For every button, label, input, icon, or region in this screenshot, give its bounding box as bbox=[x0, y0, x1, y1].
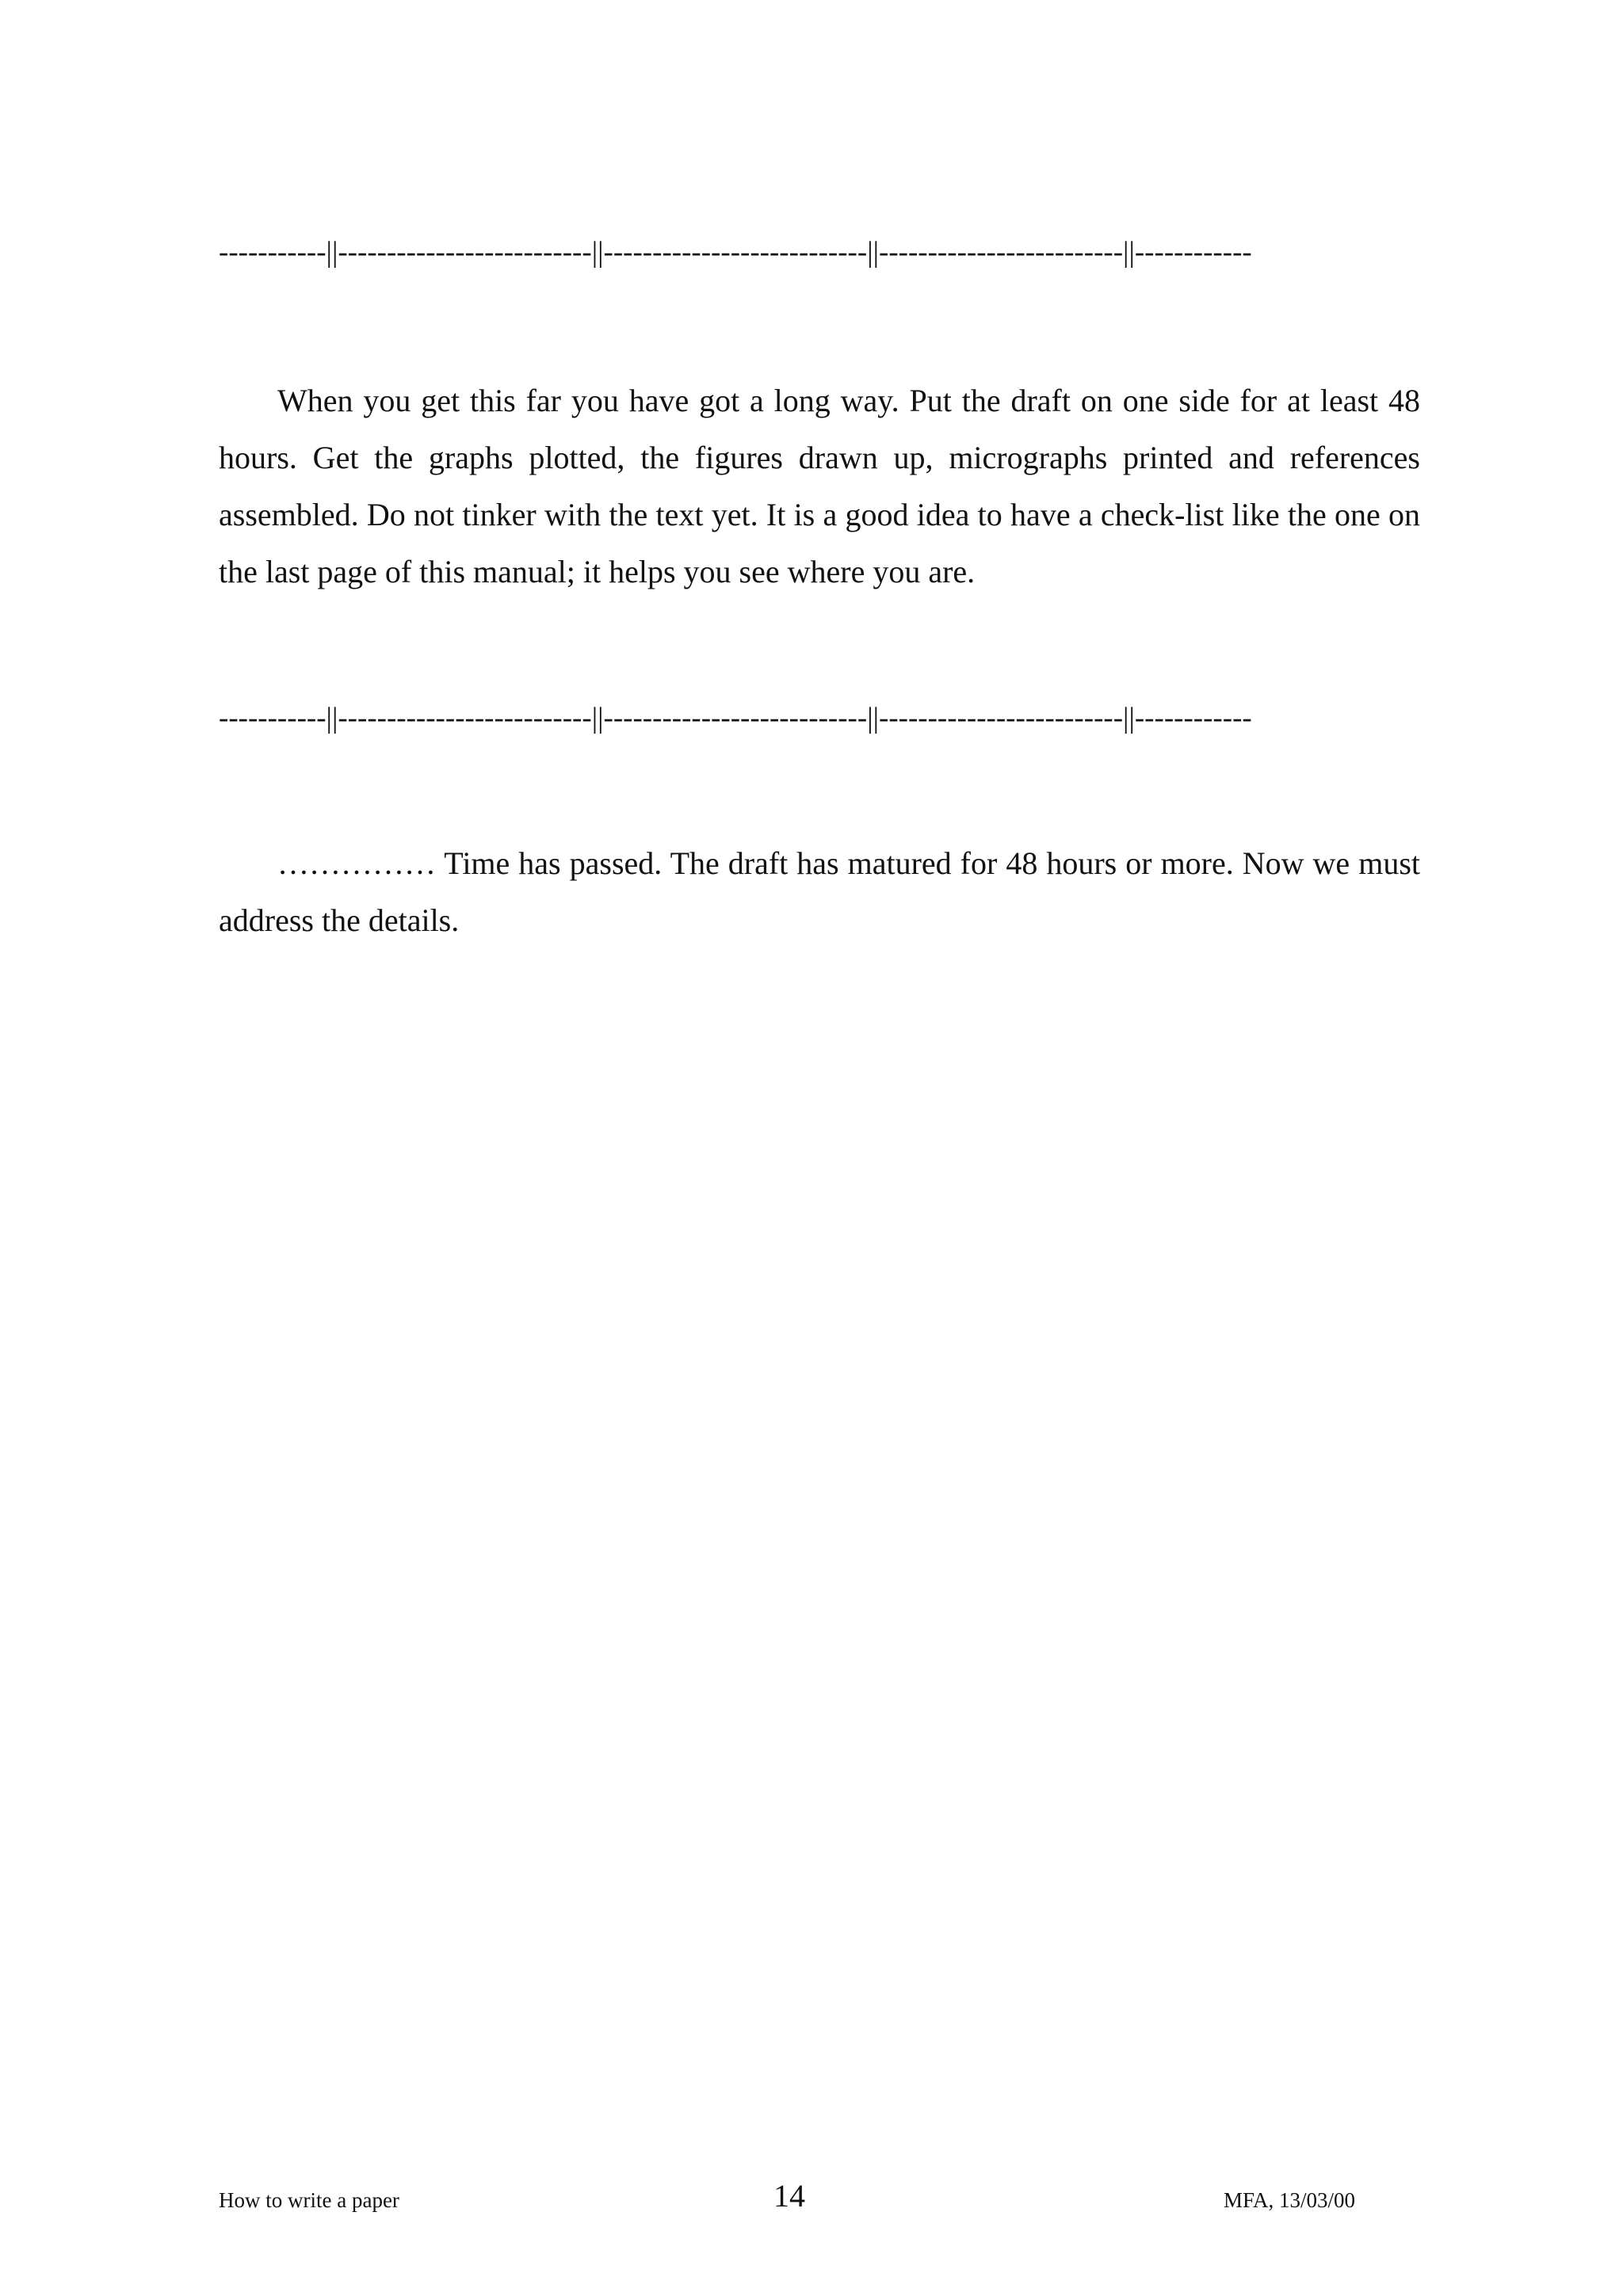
section-separator-bottom: -----------||--------------------------||---------------------------||-------------------------||------------ bbox=[219, 702, 1252, 734]
body-paragraph-draft: When you get this far you have got a long way. Put the draft on one side for at least 48 hours. Get the graphs plotted, the figures drawn up, micrographs printed and references assembled. Do not tinker with the text yet. It is a good idea to have a check-list like the one on the last page of this manual; it helps you see where you are. bbox=[219, 383, 1420, 589]
page-number: 14 bbox=[773, 2178, 805, 2214]
footer-title: How to write a paper bbox=[219, 2188, 399, 2212]
body-paragraph-time-passed: …………… Time has passed. The draft has matured for 48 hours or more. Now we must address the details. bbox=[219, 845, 1420, 938]
section-separator-top: -----------||--------------------------||---------------------------||-------------------------||------------ bbox=[219, 236, 1252, 269]
footer-author-date: MFA, 13/03/00 bbox=[1224, 2188, 1356, 2212]
